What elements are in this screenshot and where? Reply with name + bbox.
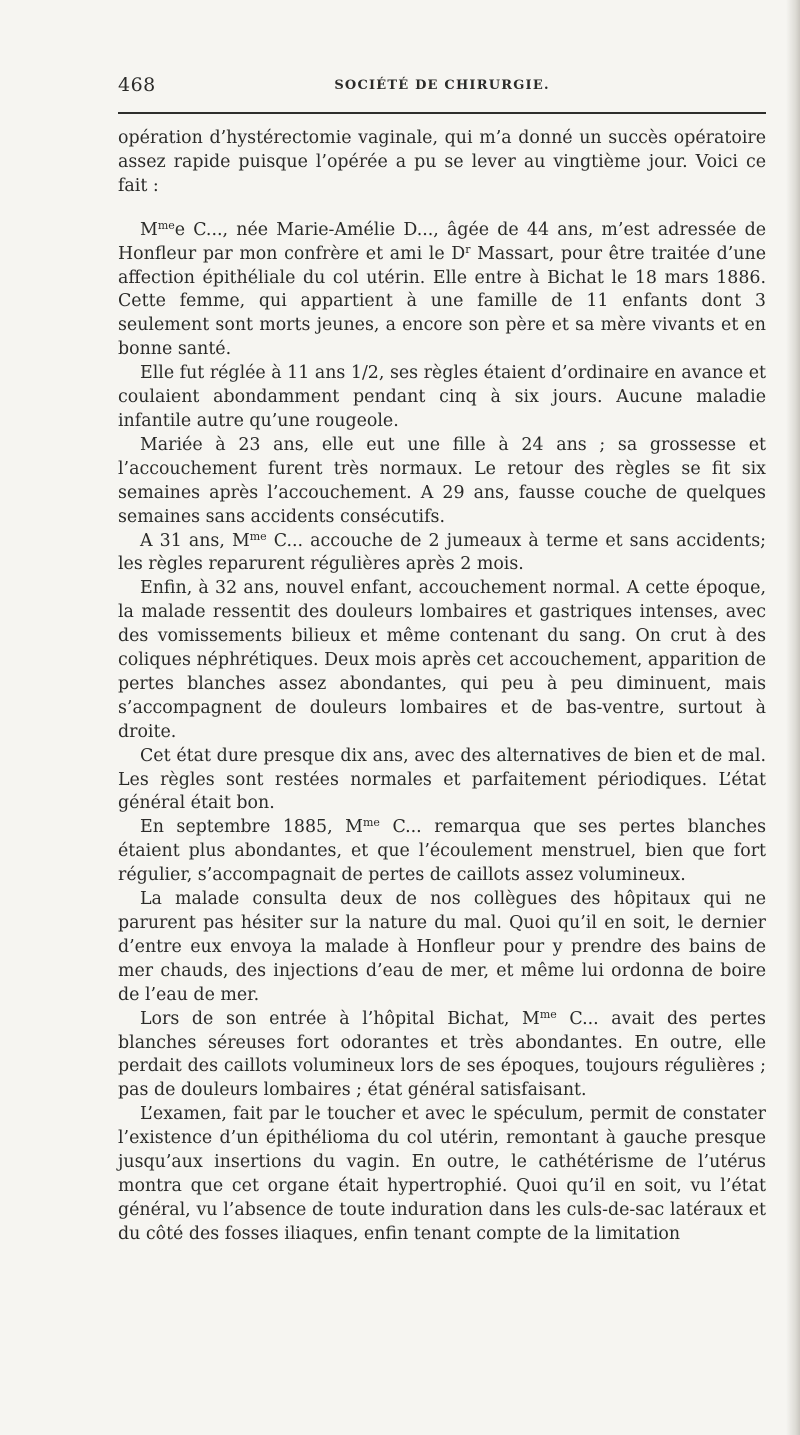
page-number: 468 [118, 74, 156, 96]
abbrev-docteur-sup: r [465, 242, 471, 256]
header-rule [118, 112, 766, 114]
paragraph-twins: A 31 ans, $M^{me}$ C... accouche de 2 jumeaux à terme et sans accidents; les règles reparurent régulières après 2 mois. [118, 529, 766, 575]
body-text [118, 127, 766, 1247]
paragraph-ten-years: Cet état dure presque dix ans, avec des alternatives de bien et de mal. Les règles sont restées normales et parfaitement périodiques. L’état général était bon. [118, 745, 766, 814]
page-edge [786, 0, 800, 1435]
page-header [118, 72, 766, 102]
paragraph-intro: opération d’hystérectomie vaginale, qui m’a donné un succès opératoire assez rapide puisque l’opérée a pu se lever au vingtième jour. Voici ce fait : [118, 128, 766, 196]
paragraph-menstruation: Elle fut réglée à 11 ans 1/2, ses règles étaient d’ordinaire en avance et coulaient abondamment pendant cinq à six jours. Aucune maladie infantile autre qu’une rougeole. [118, 363, 766, 431]
paragraph-examination: L’examen, fait par le toucher et avec le spéculum, permit de constater l’existence d’un épithélioma du col utérin, remontant à gauche presque jusqu’aux insertions du vagin. En outre, le cathétérisme de l’utérus montra que cet organe était hypertrophié. Quoi qu’il en soit, vu l’état général, vu l’absence de toute induration dans les culs-de-sac latéraux et du côté des fosses iliaques, enfin tenant compte de la limitation [118, 1104, 766, 1244]
paragraph-admission: Lors de son entrée à l’hôpital Bichat, $M^{me}$ C... avait des pertes blanches séreuses fort odorantes et très abondantes. En outre, elle perdait des caillots volumineux lors de ses époques, toujours régulières ; pas de douleurs lombaires ; état général satisfaisant. [118, 1007, 766, 1101]
paragraph-case-intro: $M^{me}e$ C..., née Marie-Amélie D..., âgée de 44 ans, m’est adressée de Honfleur par mon confrère et ami le $D^r$ Massart, pour être traitée d’une affection épithéliale du col utérin. Elle entre à Bichat le 18 mars 1886. Cette femme, qui appartient à une famille de 11 enfants dont 3 seulement sont morts jeunes, a encore son père et sa mère vivants et en bonne santé. [118, 218, 766, 360]
paragraph-september: En septembre 1885, $M^{me}$ C... remarqua que ses pertes blanches étaient plus abondantes, et que l’écoulement menstruel, bien que fort régulier, s’accompagnait de pertes de caillots assez volumineux. [118, 816, 766, 886]
paragraph-consultation: La malade consulta deux de nos collègues des hôpitaux qui ne parurent pas hésiter sur la nature du mal. Quoi qu’il en soit, le dernier d’entre eux envoya la malade à Honfleur pour y prendre des bains de mer chauds, des injections d’eau de mer, et même lui ordonna de boire de l’eau de mer. [118, 889, 766, 1005]
paragraph-marriage: Mariée à 23 ans, elle eut une fille à 24 ans ; sa grossesse et l’accouchement furent très normaux. Le retour des règles se fit six semaines après l’accouchement. A 29 ans, fausse couche de quelques semaines sans accidents consécutifs. [118, 434, 766, 527]
abbrev-madame: $M^{me}$ [140, 218, 175, 240]
running-title: SOCIÉTÉ DE CHIRURGIE. [334, 78, 550, 93]
paragraph-third-child: Enfin, à 32 ans, nouvel enfant, accouchement normal. A cette époque, la malade ressentit des douleurs lombaires et gastriques intenses, avec des vomissements bilieux et même contenant du sang. On crut à des coliques néphrétiques. Deux mois après cet accouchement, apparition de pertes blanches assez abondantes, qui peu à peu diminuent, mais s’accompagnent de douleurs lombaires et de bas-ventre, surtout à droite. [118, 578, 766, 742]
